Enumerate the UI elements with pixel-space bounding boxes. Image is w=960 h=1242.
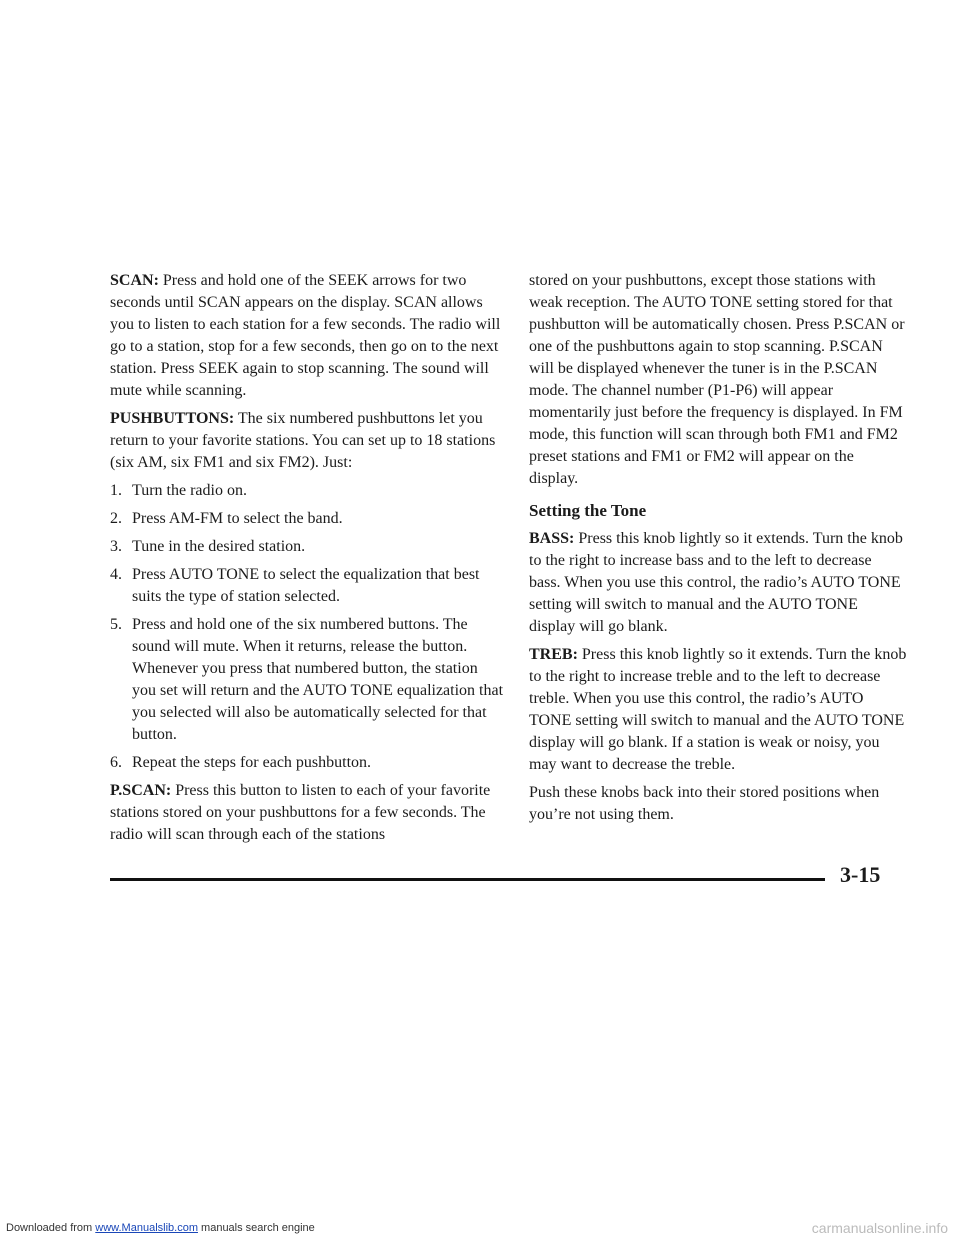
scan-text: Press and hold one of the SEEK arrows for two seconds until SCAN appears on the display. SCAN allows you to listen to each station for a few seconds. The radio will go to a station, stop for a few seconds, then go on to the next station. Press SEEK again to stop scanning. The sound will mute while scanning. xyxy=(110,272,501,399)
step-item xyxy=(110,752,505,774)
download-footer xyxy=(6,1222,315,1234)
bass-lead: BASS: xyxy=(529,530,575,547)
step-number: 1. xyxy=(110,482,122,499)
step-number: 2. xyxy=(110,510,122,527)
step-item xyxy=(110,614,505,746)
footer-prefix: Downloaded from xyxy=(6,1222,96,1234)
watermark: carmanualsonline.info xyxy=(811,1220,948,1236)
step-item xyxy=(110,536,505,558)
treb-text: Press this knob lightly so it extends. Turn the knob to the right to increase treble and to the left to decrease treble. When you use this control, the radio’s AUTO TONE setting will switch to manual and the AUTO TONE display will go blank. If a station is weak or noisy, you may want to decrease the treble. xyxy=(529,646,907,773)
page-number: 3-15 xyxy=(840,862,881,887)
bass-text: Press this knob lightly so it extends. Turn the knob to the right to increase bass and to the left to decrease bass. When you use this control, the radio’s AUTO TONE setting will switch to manual and the AUTO TONE display will go blank. xyxy=(529,530,903,635)
step-number: 4. xyxy=(110,566,122,583)
left-column xyxy=(110,270,505,852)
manualslib-link[interactable]: www.Manualslib.com xyxy=(95,1222,198,1234)
steps-list xyxy=(110,480,505,774)
footer-suffix: manuals search engine xyxy=(197,1222,315,1234)
pscan-text: Press this button to listen to each of your favorite stations stored on your pushbuttons for a few seconds. The radio will scan through each of the stations xyxy=(110,782,491,843)
pscan-continuation: stored on your pushbuttons, except those stations with weak reception. The AUTO TONE setting stored for that pushbutton will be automatically chosen. Press P.SCAN or one of the pushbuttons again to stop scanning. P.SCAN will be displayed whenever the tuner is in the P.SCAN mode. The channel number (P1-P6) will appear momentarily just before the frequency is displayed. In FM mode, this function will scan through both FM1 and FM2 preset stations and FM1 or FM2 will appear on the display. xyxy=(529,272,905,487)
step-text: Tune in the desired station. xyxy=(132,538,306,555)
treb-paragraph xyxy=(529,644,907,776)
scan-paragraph xyxy=(110,270,505,402)
step-text: Press AUTO TONE to select the equalization that best suits the type of station selected. xyxy=(132,566,480,605)
step-item xyxy=(110,480,505,502)
step-text: Press and hold one of the six numbered buttons. The sound will mute. When it returns, release the button. Whenever you press that numbered button, the station you set will return and the AUTO TONE equalization that you selected will also be automatically selected for that button. xyxy=(132,616,504,743)
step-item xyxy=(110,508,505,530)
page-rule xyxy=(110,878,825,881)
step-number: 3. xyxy=(110,538,122,555)
pscan-paragraph xyxy=(110,780,505,846)
step-text: Turn the radio on. xyxy=(132,482,247,499)
step-text: Repeat the steps for each pushbutton. xyxy=(132,754,372,771)
pushbuttons-lead: PUSHBUTTONS: xyxy=(110,410,235,427)
pushbuttons-text: The six numbered pushbuttons let you return to your favorite stations. You can set up to 18 stations (six AM, six FM1 and six FM2). Just: xyxy=(110,410,496,471)
scan-lead: SCAN: xyxy=(110,272,159,289)
bass-paragraph xyxy=(529,528,907,638)
step-number: 6. xyxy=(110,754,122,771)
pscan-lead: P.SCAN: xyxy=(110,782,172,799)
section-heading: Setting the Tone xyxy=(529,501,647,520)
step-number: 5. xyxy=(110,616,122,633)
step-text: Press AM-FM to select the band. xyxy=(132,510,343,527)
step-item xyxy=(110,564,505,608)
pushbuttons-paragraph xyxy=(110,408,505,474)
closing-paragraph: Push these knobs back into their stored positions when you’re not using them. xyxy=(529,784,880,823)
treb-lead: TREB: xyxy=(529,646,578,663)
right-column xyxy=(529,270,907,832)
